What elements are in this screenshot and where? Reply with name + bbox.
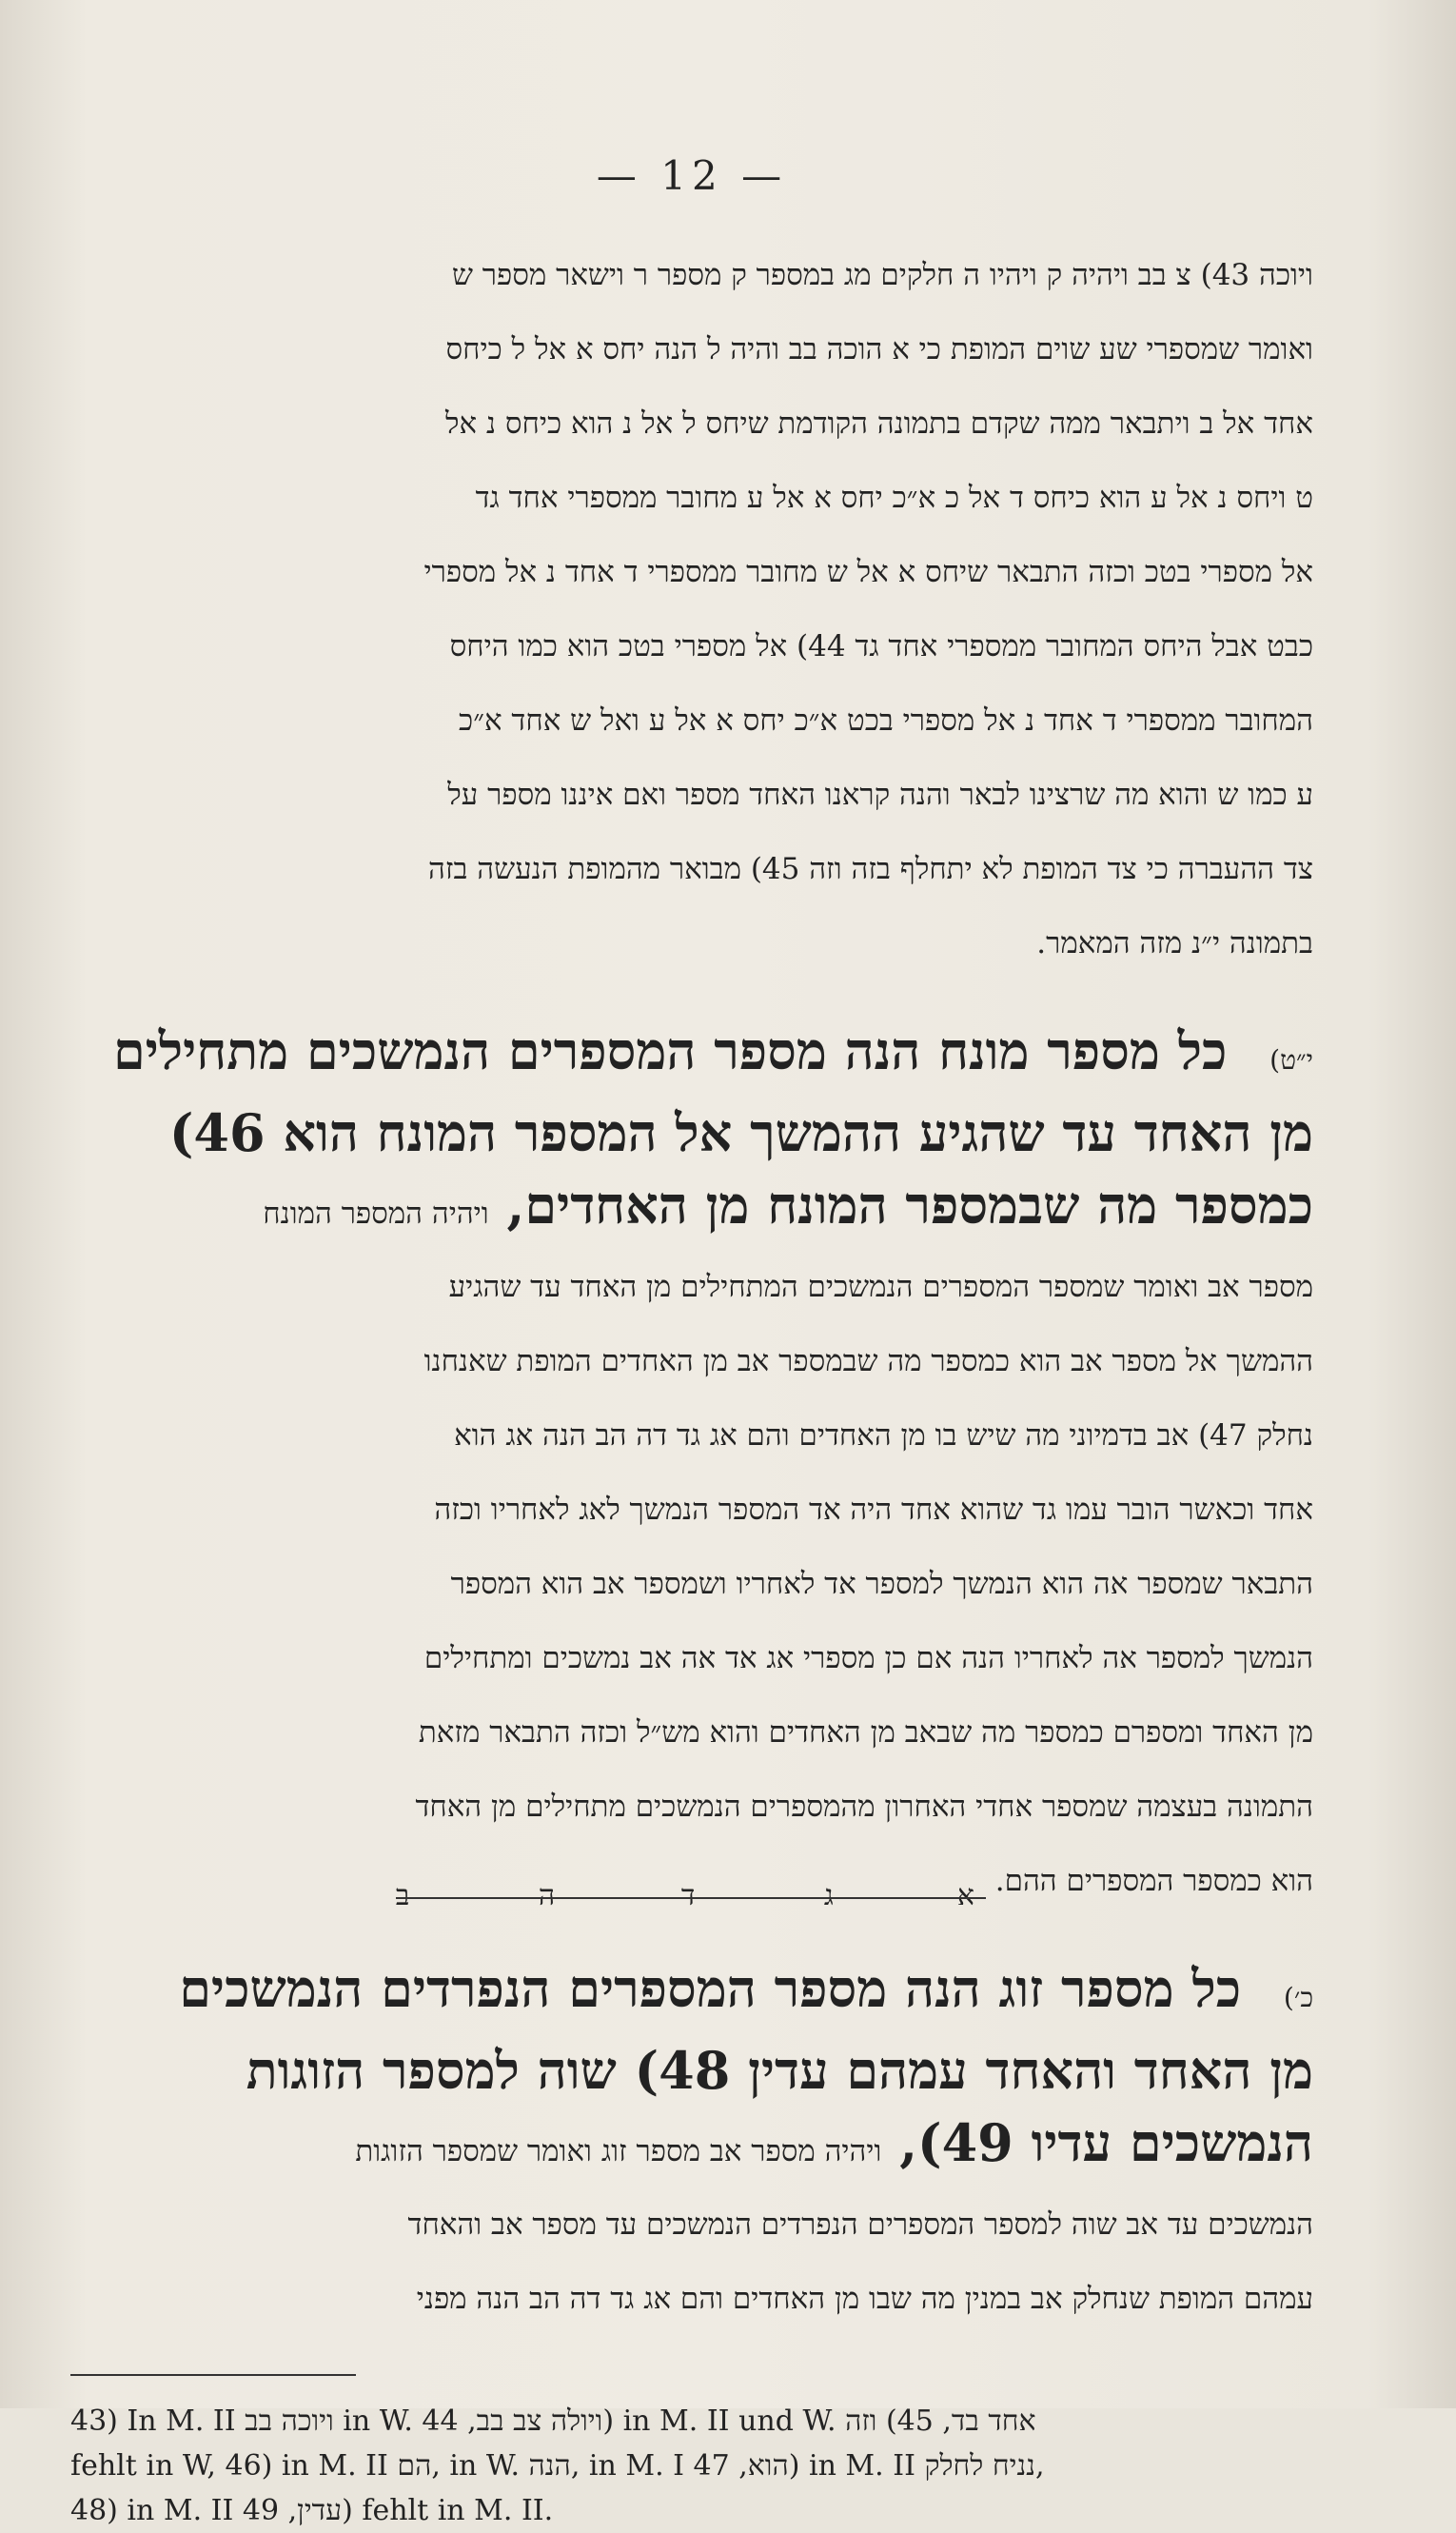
proposition-line	[70, 1015, 1313, 1097]
diagram-label: ב	[395, 1878, 410, 1912]
text-line: עמהם המופת שנחלק אב במנין מה שבו מן האחדים והם אג גד דה הב הנה מפני	[416, 2282, 1313, 2316]
diagram-label: א	[956, 1878, 974, 1912]
footnote-line: 48) in M. II עדין, 49) fehlt in M. II.	[70, 2494, 554, 2527]
footnote-line: 43) In M. II ויוכה בב in W. ויולה צב בב, 44) in M. II und W. אחד בד, 45) וזה	[70, 2404, 1036, 2438]
proposition-label: י״ט)	[1269, 1044, 1313, 1076]
paragraph-1	[70, 238, 1313, 980]
text-line: המחובר ממספרי ד אחד נ אל מספרי בכט א״כ יחס א אל ע ואל ש אחד א״כ	[459, 703, 1313, 738]
text-line: הנמשכים עד אב שוה למספר המספרים הנפרדים הנמשכים עד מספר אב והאחד	[407, 2207, 1313, 2242]
text-line: הנמשך למספר אה לאחריו הנה אם כן מספרי אג אד אה אב נמשכים ומתחילים	[423, 1641, 1313, 1675]
text-line: ההמשך אל מספר אב הוא כמספר מה שבמספר אב מן האחדים המופת שאנחנו	[423, 1344, 1313, 1378]
proposition-line: מן האחד עד שהגיע ההמשך אל המספר המונח הוא 46)	[168, 1102, 1313, 1163]
proposition-line: מן האחד והאחד עמהם עדין 48) שוה למספר הזוגות	[246, 2040, 1313, 2101]
proposition-text: כל מספר זוג הנה מספר המספרים הנפרדים הנמשכים	[179, 1958, 1242, 2019]
text-line: ואומר שמספרי שע שוים המופת כי א הוכה בב והיה ל הנה יחס א אל ל כיחס	[445, 332, 1313, 366]
text-line: מן האחד ומספרם כמספר מה שבאב מן האחדים והוא מש״ל וכזה התבאר מזאת	[418, 1715, 1313, 1750]
proposition-text: הנמשכים עדיו 49),	[899, 2112, 1313, 2173]
proposition-line	[70, 2107, 1313, 2187]
proposition-text: כל מספר מונח הנה מספר המספרים הנמשכים מתחילים	[112, 1020, 1228, 1081]
text-line: כבט אבל היחס המחובר ממספרי אחד גד 44) אל מספרי בטכ הוא כמו היחס	[449, 629, 1313, 663]
footnote-line: fehlt in W, 46) in M. II הם, in W. הנה, in M. I הוא, 47) in M. II נניח לחלק,	[70, 2449, 1045, 2483]
page-number: — 12 —	[596, 152, 788, 199]
section-20	[70, 1952, 1313, 2336]
proposition-tail: ויהיה המספר המונח	[263, 1197, 489, 1231]
section-19	[70, 1015, 1313, 1918]
text-line: אחד וכאשר הובר עמו גד שהוא אחד היה אד המספר הנמשך לאג לאחריו וכזה	[434, 1493, 1313, 1527]
proposition-20-statement	[70, 1952, 1313, 2187]
text-line: אל מספרי בטכ וכזה התבאר שיחס א אל ש מחובר ממספרי ד אחד נ אל מספרי	[423, 555, 1313, 589]
text-line: ע כמו ש והוא מה שרצינו לבאר והנה קראנו האחד מספר ואם איננו מספר על	[447, 778, 1313, 812]
proposition-line	[70, 1952, 1313, 2034]
footnote-divider	[70, 2374, 356, 2376]
proof-20	[70, 2187, 1313, 2336]
text-line	[70, 1844, 1313, 1918]
text-line: נחלק 47) אב בדמיוני מה שיש בו מן האחדים והם אג גד דה הב הנה אג הוא	[454, 1418, 1313, 1453]
number-line-diagram	[395, 1859, 986, 1912]
text-line: מספר אב ואומר שמספר המספרים הנמשכים המתחילים מן האחד עד שהגיע	[448, 1270, 1313, 1304]
proposition-tail: ויהיה מספר אב מספר זוג ואומר שמספר הזוגות	[355, 2134, 882, 2168]
text-line: התמונה בעצמה שמספר אחדי האחרון מהמספרים הנמשכים מתחילים מן האחד	[415, 1790, 1313, 1824]
proposition-label: כ׳)	[1283, 1982, 1313, 2013]
diagram-label: ה	[538, 1878, 556, 1912]
proposition-text: כמספר מה שבמספר המונח מן האחדים,	[506, 1175, 1313, 1236]
last-line-text: הוא כמספר המספרים ההם.	[994, 1864, 1313, 1898]
text-line: ויוכה 43) צ בב ויהיה ק ויהיו ה חלקים מג במספר ק מספר ר וישאר מספר ש	[451, 258, 1313, 292]
text-line: התבאר שמספר אה הוא הנמשך למספר אד לאחריו ושמספר אב הוא המספר	[450, 1567, 1313, 1601]
diagram-label: ג	[823, 1878, 834, 1912]
footnotes	[70, 2399, 1313, 2533]
diagram-label: ד	[680, 1878, 696, 1912]
text-line: ט ויחס נ אל ע הוא כיחס ד אל כ א״כ יחס א אל ע מחובר ממספרי אחד גד	[475, 481, 1313, 515]
text-line: בתמונה י״נ מזה המאמר.	[1036, 926, 1313, 960]
proposition-line	[70, 1169, 1313, 1250]
diagram-line	[396, 1897, 986, 1899]
text-line: אחד אל ב ויתבאר ממה שקדם בתמונה הקודמת שיחס ל אל נ הוא כיחס נ אל	[445, 406, 1313, 441]
proposition-19-statement	[70, 1015, 1313, 1250]
proof-19	[70, 1250, 1313, 1918]
text-line: צד ההעברה כי צד המופת לא יתחלף בזה וזה 45) מבואר מהמופת הנעשה בזה	[428, 852, 1313, 886]
